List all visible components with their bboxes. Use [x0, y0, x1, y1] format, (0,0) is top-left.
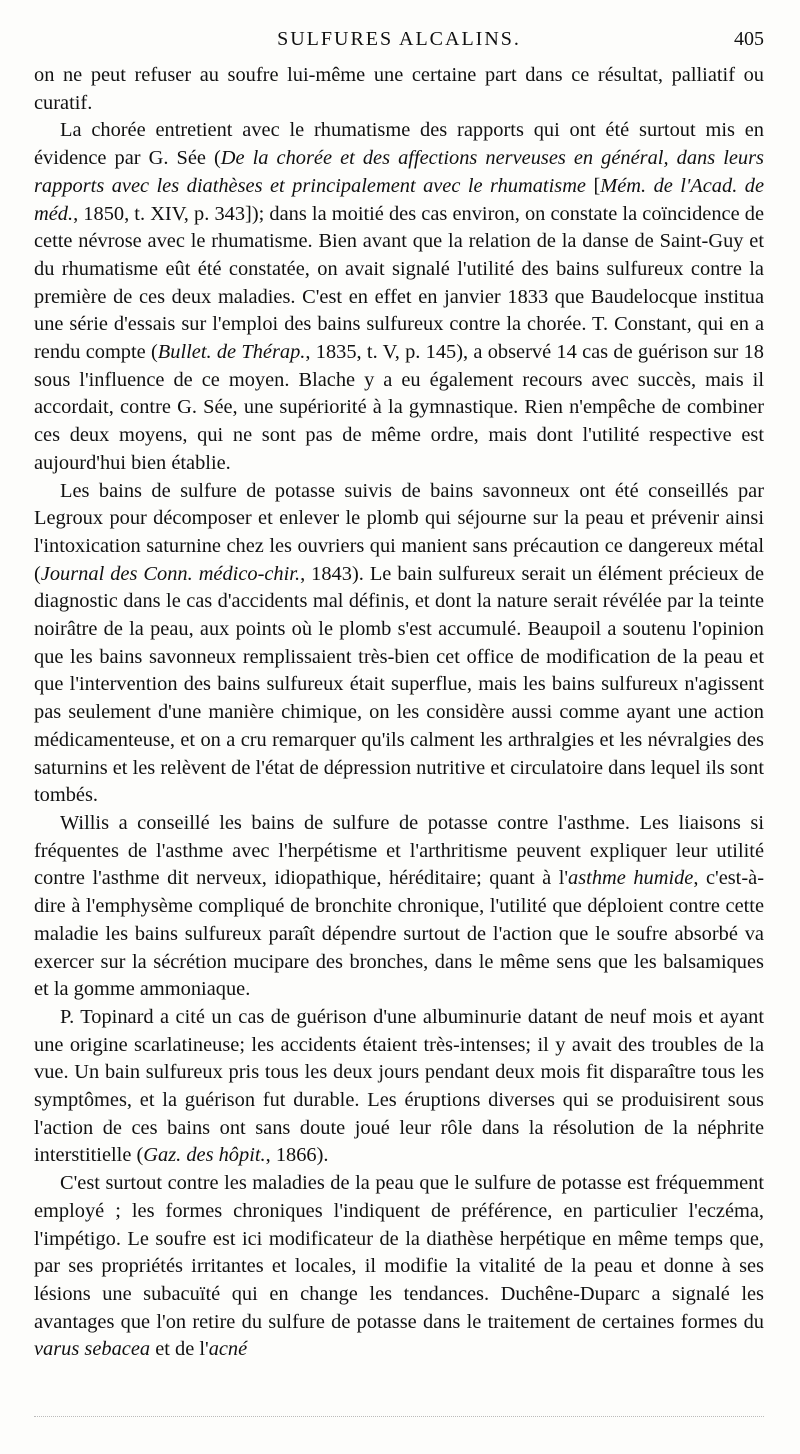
- text-run: La chorée entretient avec le rhumatisme des rapports qui ont été surtout mis en évidence par G. Sée (: [34, 119, 764, 170]
- paragraph: [34, 1170, 764, 1364]
- italic-citation: acné: [208, 1338, 248, 1361]
- italic-citation: De la chorée et des affections nerveuses en général, dans leurs rapports avec les diathèses et principalement avec le rhumatisme: [34, 147, 764, 197]
- body-text: [34, 62, 764, 1364]
- text-run: , 1843). Le bain sulfureux serait un élément précieux de diagnostic dans le cas d'accidents mal définis, et dont la nature serait révélée par la teinte noirâtre de la peau, aux points où le plomb s'est accumulé. Beaupoil a soutenu l'opinion que les bains savonneux remplissaient très-bien cet office de modification de la peau et que l'intervention des bains sulfureux était superflue, mais les bains sulfureux n'agissent pas seulement d'une manière chimique, on les considère aussi comme ayant une action médicamenteuse, et on a cru remarquer qu'ils calment les arthralgies et les névralgies des saturnins et les relèvent de l'état de dépression nutritive et circulatoire dans lequel ils sont tombés.: [34, 562, 764, 807]
- running-title: SULFURES ALCALINS.: [277, 28, 521, 50]
- italic-citation: Mém. de l'Acad. de méd.: [34, 174, 765, 225]
- paragraph: [34, 1004, 764, 1170]
- text-run: Willis a conseillé les bains de sulfure de potasse contre l'asthme. Les liaisons si fréquentes de l'asthme avec l'herpétisme et l'arthritisme peuvent expliquer leur utilité contre l'asthme dit nerveux, idiopathique, héréditaire; quant à l': [34, 811, 764, 890]
- italic-citation: asthme humide: [568, 867, 694, 890]
- text-run: P. Topinard a cité un cas de guérison d'une albuminurie datant de neuf mois et ayant une origine scarlatineuse; les accidents étaient très-intenses; il y avait des troubles de la vue. Un bain sulfureux pris tous les deux jours pendant deux mois fit disparaître tous les symptômes, et la guérison fut durable. Les éruptions diverses qui se produisirent sous l'action de ces bains ont sans doute joué leur rôle dans la résolution de la néphrite interstitielle (: [34, 1005, 764, 1167]
- italic-citation: Gaz. des hôpit.: [143, 1144, 266, 1167]
- text-run: [: [585, 174, 601, 197]
- paragraph: [34, 810, 764, 1004]
- running-header: [34, 28, 764, 62]
- paragraph: [34, 117, 764, 477]
- italic-citation: Bullet. de Thérap.: [157, 341, 306, 364]
- page-number: 405: [734, 28, 764, 50]
- page-bottom-rule: [34, 1416, 764, 1417]
- text-run: Les bains de sulfure de potasse suivis de bains savonneux ont été conseillés par Legroux pour décomposer et enlever le plomb qui séjourne sur la peau et prévenir ainsi l'intoxication saturnine chez les ouvriers qui manient sans précaution ce dangereux métal (: [34, 479, 764, 585]
- text-run: , 1866).: [265, 1144, 329, 1167]
- text-run: , 1835, t. V, p. 145), a observé 14 cas de guérison sur 18 sous l'influence de ce moyen. Blache y a eu également recours avec succès, mais il accordait, contre G. Sée, une supériorité à la gymnastique. Rien n'empêche de combiner ces deux moyens, qui ne sont pas de même ordre, mais dont l'utilité respective est aujourd'hui bien établie.: [34, 341, 764, 474]
- paragraph: [34, 478, 764, 810]
- italic-citation: varus sebacea: [34, 1338, 151, 1361]
- paragraph: [34, 62, 764, 117]
- text-run: et de l': [150, 1338, 209, 1361]
- text-run: on ne peut refuser au soufre lui-même une certaine part dans ce résultat, palliatif ou curatif.: [34, 64, 764, 114]
- text-run: , 1850, t. XIV, p. 343]); dans la moitié des cas environ, on constate la coïncidence de cette névrose avec le rhumatisme. Bien avant que la relation de la danse de Saint-Guy et du rhumatisme eût été constatée, on avait signalé l'utilité des bains sulfureux contre la première de ces deux maladies. C'est en effet en janvier 1833 que Baudelocque institua une série d'essais sur l'emploi des bains sulfureux contre la chorée. T. Constant, qui en a rendu compte (: [34, 202, 764, 364]
- italic-citation: Journal des Conn. médico-chir.: [40, 562, 301, 585]
- text-run: C'est surtout contre les maladies de la peau que le sulfure de potasse est fréquemment employé ; les formes chroniques l'indiquent de préférence, en particulier l'eczéma, l'impétigo. Le soufre est ici modificateur de la diathèse herpétique en même temps que, par ses propriétés irritantes et locales, il modifie la vitalité de la peau et donne à ses lésions une subacuïté qui en change les tendances. Duchêne-Duparc a signalé les avantages que l'on retire du sulfure de potasse dans le traitement de certaines formes du: [34, 1172, 764, 1333]
- text-run: , c'est-à-dire à l'emphysème compliqué de bronchite chronique, l'utilité que déploient contre cette maladie les bains sulfureux paraît dépendre surtout de l'action que le soufre absorbé va exercer sur la sécrétion mucipare des bronches, dans le même sens que les balsamiques et la gomme ammoniaque.: [34, 867, 764, 1001]
